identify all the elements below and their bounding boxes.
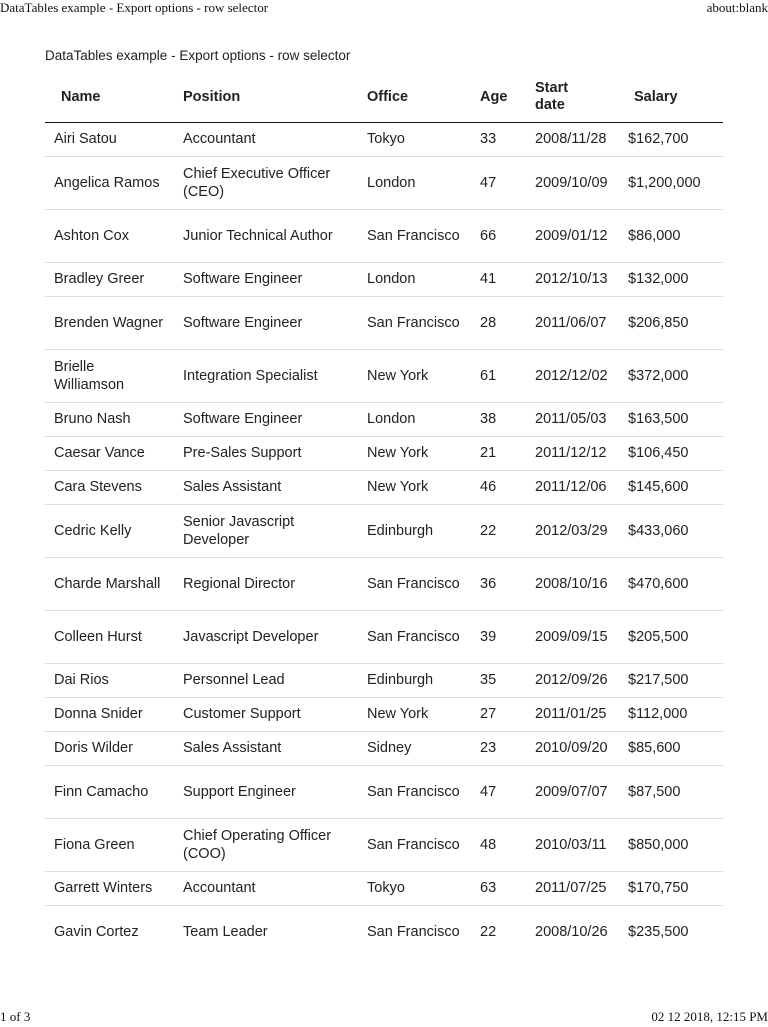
cell-office: San Francisco [359,819,466,872]
cell-salary: $162,700 [624,123,723,157]
cell-office: San Francisco [359,611,466,664]
cell-salary: $112,000 [624,698,723,732]
cell-start-date: 2011/07/25 [528,872,624,906]
cell-start-date: 2012/10/13 [528,263,624,297]
cell-position: Software Engineer [173,263,359,297]
table-row[interactable] [45,558,723,611]
cell-start-date: 2008/10/16 [528,558,624,611]
cell-office: London [359,263,466,297]
cell-start-date: 2011/12/06 [528,471,624,505]
cell-start-date: 2012/03/29 [528,505,624,558]
page-title: DataTables example - Export options - row selector [45,48,351,63]
table-row[interactable] [45,297,723,350]
cell-start-date: 2009/09/15 [528,611,624,664]
page-counter: 1 of 3 [0,1009,31,1024]
table-row[interactable] [45,505,723,558]
table-row[interactable] [45,906,723,959]
cell-age: 48 [466,819,528,872]
cell-position: Chief Operating Officer (COO) [173,819,359,872]
cell-age: 63 [466,872,528,906]
cell-name: Angelica Ramos [45,157,173,210]
table-header-row [45,72,723,123]
cell-position: Software Engineer [173,297,359,350]
cell-salary: $163,500 [624,403,723,437]
column-header-age[interactable]: Age [466,72,528,123]
cell-salary: $145,600 [624,471,723,505]
cell-age: 22 [466,505,528,558]
cell-name: Garrett Winters [45,872,173,906]
cell-position: Support Engineer [173,766,359,819]
cell-office: San Francisco [359,906,466,959]
cell-name: Brenden Wagner [45,297,173,350]
cell-age: 36 [466,558,528,611]
print-header [0,0,768,18]
cell-salary: $85,600 [624,732,723,766]
cell-start-date: 2012/09/26 [528,664,624,698]
table-row[interactable] [45,819,723,872]
cell-position: Regional Director [173,558,359,611]
print-header-url: about:blank [706,0,768,15]
cell-office: Edinburgh [359,505,466,558]
cell-office: London [359,157,466,210]
cell-start-date: 2011/12/12 [528,437,624,471]
cell-start-date: 2009/07/07 [528,766,624,819]
cell-name: Cara Stevens [45,471,173,505]
cell-position: Integration Specialist [173,350,359,403]
column-header-position[interactable]: Position [173,72,359,123]
cell-start-date: 2009/10/09 [528,157,624,210]
cell-position: Accountant [173,872,359,906]
cell-position: Customer Support [173,698,359,732]
table-row[interactable] [45,471,723,505]
cell-age: 35 [466,664,528,698]
cell-salary: $433,060 [624,505,723,558]
cell-position: Personnel Lead [173,664,359,698]
cell-position: Pre-Sales Support [173,437,359,471]
cell-name: Doris Wilder [45,732,173,766]
cell-salary: $850,000 [624,819,723,872]
cell-position: Sales Assistant [173,471,359,505]
cell-office: New York [359,698,466,732]
cell-office: London [359,403,466,437]
table-body [45,123,723,959]
cell-age: 23 [466,732,528,766]
cell-office: San Francisco [359,297,466,350]
table-row[interactable] [45,437,723,471]
cell-position: Javascript Developer [173,611,359,664]
cell-position: Software Engineer [173,403,359,437]
cell-start-date: 2008/11/28 [528,123,624,157]
cell-salary: $235,500 [624,906,723,959]
cell-position: Junior Technical Author [173,210,359,263]
cell-office: Edinburgh [359,664,466,698]
cell-age: 47 [466,766,528,819]
cell-age: 61 [466,350,528,403]
cell-name: Dai Rios [45,664,173,698]
print-header-title: DataTables example - Export options - row selector [0,0,269,15]
cell-office: Sidney [359,732,466,766]
cell-name: Bruno Nash [45,403,173,437]
table-row[interactable] [45,350,723,403]
cell-salary: $206,850 [624,297,723,350]
table-row[interactable] [45,123,723,157]
cell-age: 41 [466,263,528,297]
cell-name: Charde Marshall [45,558,173,611]
cell-position: Senior Javascript Developer [173,505,359,558]
cell-position: Accountant [173,123,359,157]
cell-position: Sales Assistant [173,732,359,766]
cell-salary: $470,600 [624,558,723,611]
cell-name: Airi Satou [45,123,173,157]
cell-start-date: 2011/01/25 [528,698,624,732]
table-row[interactable] [45,664,723,698]
cell-name: Colleen Hurst [45,611,173,664]
cell-name: Fiona Green [45,819,173,872]
table-row[interactable] [45,263,723,297]
cell-start-date: 2012/12/02 [528,350,624,403]
column-header-name[interactable]: Name [45,72,173,123]
print-footer [0,1009,768,1027]
column-header-salary[interactable]: Salary [624,72,723,123]
cell-age: 28 [466,297,528,350]
cell-start-date: 2011/05/03 [528,403,624,437]
column-header-office[interactable]: Office [359,72,466,123]
cell-start-date: 2009/01/12 [528,210,624,263]
cell-salary: $170,750 [624,872,723,906]
cell-salary: $1,200,000 [624,157,723,210]
cell-salary: $205,500 [624,611,723,664]
cell-name: Finn Camacho [45,766,173,819]
cell-name: Caesar Vance [45,437,173,471]
cell-office: Tokyo [359,872,466,906]
employee-table [45,72,723,958]
column-header-start-date[interactable] [528,72,624,123]
cell-office: New York [359,471,466,505]
cell-office: San Francisco [359,766,466,819]
cell-age: 22 [466,906,528,959]
cell-age: 39 [466,611,528,664]
cell-salary: $372,000 [624,350,723,403]
cell-salary: $106,450 [624,437,723,471]
table-row[interactable] [45,403,723,437]
cell-name: Cedric Kelly [45,505,173,558]
table-row[interactable] [45,210,723,263]
table-row[interactable] [45,611,723,664]
cell-age: 47 [466,157,528,210]
cell-office: New York [359,437,466,471]
print-timestamp: 02 12 2018, 12:15 PM [651,1009,768,1024]
cell-age: 27 [466,698,528,732]
table-row[interactable] [45,872,723,906]
cell-salary: $86,000 [624,210,723,263]
table-row[interactable] [45,157,723,210]
cell-office: San Francisco [359,210,466,263]
table-row[interactable] [45,698,723,732]
cell-start-date: 2011/06/07 [528,297,624,350]
cell-start-date: 2010/03/11 [528,819,624,872]
cell-name: Brielle Williamson [45,350,173,403]
table-row[interactable] [45,766,723,819]
cell-salary: $132,000 [624,263,723,297]
cell-age: 46 [466,471,528,505]
cell-position: Team Leader [173,906,359,959]
cell-age: 38 [466,403,528,437]
cell-office: New York [359,350,466,403]
start-date-header-label: Start date [535,80,569,113]
cell-age: 66 [466,210,528,263]
cell-name: Bradley Greer [45,263,173,297]
cell-office: Tokyo [359,123,466,157]
cell-salary: $87,500 [624,766,723,819]
cell-office: San Francisco [359,558,466,611]
cell-name: Gavin Cortez [45,906,173,959]
cell-position: Chief Executive Officer (CEO) [173,157,359,210]
table-row[interactable] [45,732,723,766]
cell-salary: $217,500 [624,664,723,698]
cell-start-date: 2008/10/26 [528,906,624,959]
cell-age: 33 [466,123,528,157]
cell-age: 21 [466,437,528,471]
cell-name: Donna Snider [45,698,173,732]
cell-start-date: 2010/09/20 [528,732,624,766]
cell-name: Ashton Cox [45,210,173,263]
